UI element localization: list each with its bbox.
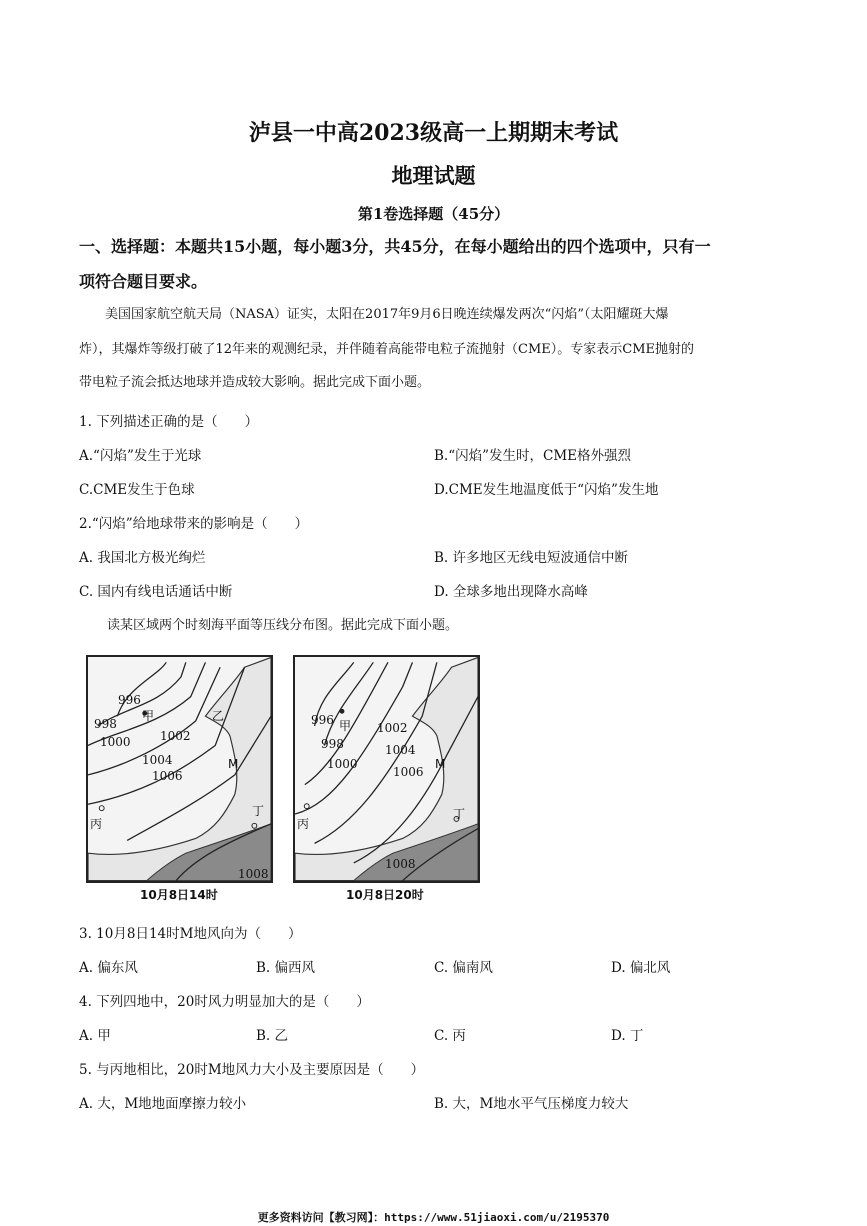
isobar-label: 998 [94, 717, 117, 731]
question-4-option-c: C. 丙 [434, 1028, 466, 1044]
isobar-label: 1002 [377, 721, 408, 735]
question-5-stem: 5. 与丙地相比，20时M地风力大小及主要原因是（ ） [79, 1062, 425, 1078]
passage1-line2: 炸），其爆炸等级打破了12年来的观测纪录，并伴随着高能带电粒子流抛射（CME）。专家表示CME抛射的 [79, 342, 695, 357]
footer-link[interactable]: 更多资料访问【教习网】：https://www.51jiaoxi.com/u/2195370 [257, 1211, 610, 1224]
question-2-option-c: C. 国内有线电话通话中断 [79, 584, 233, 600]
question-2-option-d: D. 全球多地出现降水高峰 [434, 584, 588, 600]
place-label-m: M [435, 757, 446, 771]
question-1-option-c: C.CME发生于色球 [79, 482, 195, 498]
isobar-label: 1008 [238, 867, 269, 881]
exam-title: 泸县一中高2023级高一上期期末考试 [248, 120, 619, 146]
passage1-line3: 带电粒子流会抵达地球并造成较大影响。据此完成下面小题。 [79, 375, 431, 390]
question-4-option-b: B. 乙 [256, 1028, 289, 1044]
isobar-label: 1004 [142, 753, 173, 767]
isobar-label: 998 [321, 737, 344, 751]
isobar-label: 1006 [393, 765, 424, 779]
place-label-jia: 甲 [142, 709, 155, 723]
isobar-label: 1000 [327, 757, 358, 771]
isobar-map-20h-graphic [295, 657, 478, 881]
question-4-option-a: A. 甲 [79, 1028, 111, 1044]
question-1-option-b: B.“闪焰”发生时，CME格外强烈 [434, 448, 632, 464]
subject-title: 地理试题 [391, 163, 476, 188]
passage2: 读某区域两个时刻海平面等压线分布图。据此完成下面小题。 [107, 618, 459, 633]
place-label-bing: 丙 [90, 817, 103, 831]
question-3-option-c: C. 偏南风 [434, 960, 493, 976]
question-3-stem: 3. 10月8日14时M地风向为（ ） [79, 926, 302, 942]
isobar-label: 1002 [160, 729, 191, 743]
question-2-stem: 2.“闪焰”给地球带来的影响是（ ） [79, 516, 309, 532]
isobar-label: 996 [311, 713, 334, 727]
place-label-bing: 丙 [297, 817, 310, 831]
place-label-yi: 乙 [212, 709, 225, 723]
place-label-jia: 甲 [339, 719, 352, 733]
isobar-label: 1006 [152, 769, 183, 783]
question-4-stem: 4. 下列四地中，20时风力明显加大的是（ ） [79, 994, 370, 1010]
section-instruction-line1: 一、选择题：本题共15小题，每小题3分，共45分，在每小题给出的四个选项中，只有一 [79, 237, 711, 256]
passage1-line1: 美国国家航空航天局（NASA）证实，太阳在2017年9月6日晚连续爆发两次“闪焰”（太阳耀斑大爆 [105, 307, 669, 322]
isobar-map-14h [86, 655, 273, 883]
question-2-option-a: A. 我国北方极光绚烂 [79, 550, 206, 566]
question-1-option-d: D.CME发生地温度低于“闪焰”发生地 [434, 482, 659, 498]
place-label-ding: 丁 [453, 807, 466, 821]
question-4-option-d: D. 丁 [611, 1028, 644, 1044]
isobar-label: 1008 [385, 857, 416, 871]
isobar-label: 996 [118, 693, 141, 707]
map-caption-14h: 10月8日14时 [140, 888, 218, 902]
question-1-option-a: A.“闪焰”发生于光球 [79, 448, 202, 464]
volume-title: 第1卷选择题（45分） [357, 205, 510, 223]
question-3-option-d: D. 偏北风 [611, 960, 671, 976]
question-3-option-a: A. 偏东风 [79, 960, 138, 976]
question-2-option-b: B. 许多地区无线电短波通信中断 [434, 550, 629, 566]
place-label-m: M [228, 757, 239, 771]
isobar-map-20h [293, 655, 480, 883]
section-instruction-line2: 项符合题目要求。 [79, 272, 208, 291]
isobar-label: 1000 [100, 735, 131, 749]
question-3-option-b: B. 偏西风 [256, 960, 316, 976]
map-caption-20h: 10月8日20时 [346, 888, 424, 902]
question-5-option-a: A. 大，M地地面摩擦力较小 [79, 1096, 247, 1112]
isobar-label: 1004 [385, 743, 416, 757]
question-5-option-b: B. 大，M地水平气压梯度力较大 [434, 1096, 629, 1112]
place-label-ding: 丁 [252, 804, 265, 818]
question-1-stem: 1. 下列描述正确的是（ ） [79, 414, 259, 430]
